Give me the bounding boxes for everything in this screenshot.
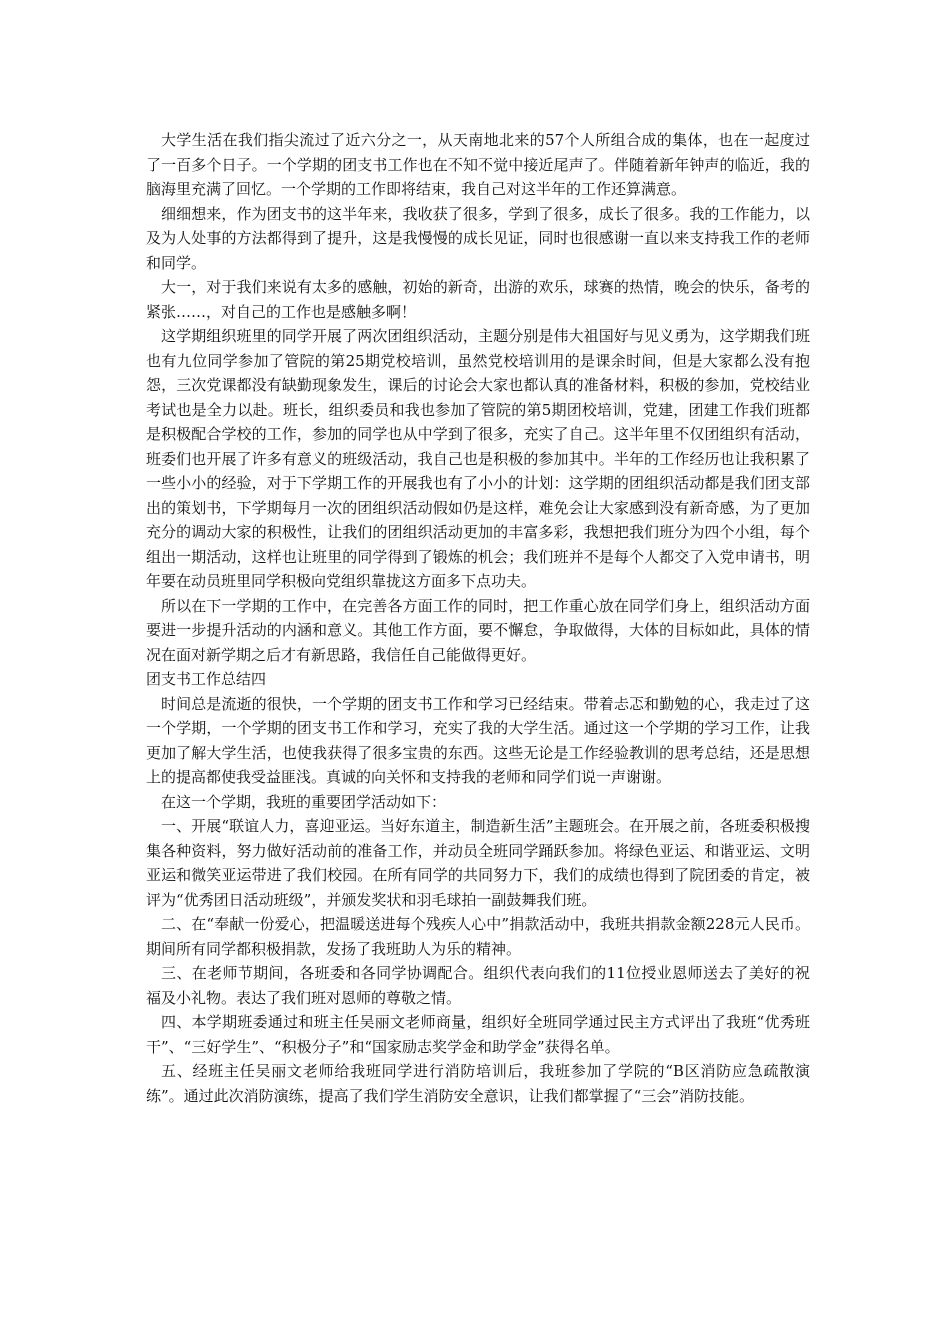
list-item-1: 一、开展“联谊人力，喜迎亚运。当好东道主，制造新生活”主题班会。在开展之前，各班委积极搜集各种资料，努力做好活动前的准备工作，并动员全班同学踊跃参加。将绿色亚运、和谐亚运、文明亚运和微笑亚运带进了我们校园。在所有同学的共同努力下，我们的成绩也得到了院团委的肯定，被评为“优秀团日活动班级”，并颁发奖状和羽毛球拍一副鼓舞我们班。 [146,817,810,909]
list-item-4: 四、本学期班委通过和班主任吴丽文老师商量，组织好全班同学通过民主方式评出了我班“优秀班干”、“三好学生”、“积极分子”和“国家励志奖学金和助学金”获得名单。 [146,1013,810,1056]
document-body [146,128,810,1108]
paragraph-summary-four-intro: 时间总是流逝的很快，一个学期的团支书工作和学习已经结束。带着忐忑和勤勉的心，我走过了这一个学期，一个学期的团支书工作和学习，充实了我的大学生活。通过这一个学期的学习工作，让我更加了解大学生活，也使我获得了很多宝贵的东西。这些无论是工作经验教训的思考总结，还是思想上的提高都使我受益匪浅。真诚的向关怀和支持我的老师和同学们说一声谢谢。 [146,694,810,786]
list-item-5: 五、经班主任吴丽文老师给我班同学进行消防培训后，我班参加了学院的“B区消防应急疏散演练”。通过此次消防演练，提高了我们学生消防安全意识，让我们都掌握了“三会”消防技能。 [146,1062,810,1105]
paragraph-activity-list-intro: 在这一个学期，我班的重要团学活动如下： [161,792,447,811]
paragraph-reflection: 细细想来，作为团支书的这半年来，我收获了很多，学到了很多，成长了很多。我的工作能力，以及为人处事的方法都得到了提升，这是我慢慢的成长见证，同时也很感谢一直以来支持我工作的老师和同学。 [146,204,810,272]
paragraph-intro: 大学生活在我们指尖流过了近六分之一，从天南地北来的57个人所组合成的集体，也在一起度过了一百多个日子。一个学期的团支书工作也在不知不觉中接近尾声了。伴随着新年钟声的临近，我的脑海里充满了回忆。一个学期的工作即将结束，我自己对这半年的工作还算满意。 [146,131,810,198]
list-item-2: 二、在“奉献一份爱心，把温暖送进每个残疾人心中”捐款活动中，我班共捐款金额228元人民币。期间所有同学都积极捐款，发扬了我班助人为乐的精神。 [146,915,810,958]
section-heading: 团支书工作总结四 [146,670,267,688]
paragraph-freshman-feelings: 大一，对于我们来说有太多的感触，初始的新奇，出游的欢乐，球赛的热情，晚会的快乐，备考的紧张……，对自己的工作也是感触多啊！ [146,278,810,321]
list-item-3: 三、在老师节期间，各班委和各同学协调配合。组织代表向我们的11位授业恩师送去了美好的祝福及小礼物。表达了我们班对恩师的尊敬之情。 [146,964,810,1007]
paragraph-activities: 这学期组织班里的同学开展了两次团组织活动，主题分别是伟大祖国好与见义勇为，这学期我们班也有九位同学参加了管院的第25期党校培训，虽然党校培训用的是课余时间，但是大家都么没有抱怨，三次党课都没有缺勤现象发生，课后的讨论会大家也都认真的准备材料，积极的参加，党校结业考试也是全力以赴。班长，组织委员和我也参加了管院的第5期团校培训，党建，团建工作我们班都是积极配合学校的工作，参加的同学也从中学到了很多，充实了自己。这半年里不仅团组织有活动，班委们也开展了许多有意义的班级活动，我自己也是积极的参加其中。半年的工作经历也让我积累了一些小小的经验，对于下学期工作的开展我也有了小小的计划：这学期的团组织活动都是我们团支部出的策划书，下学期每月一次的团组织活动假如仍是这样，难免会让大家感到没有新奇感，为了更加充分的调动大家的积极性，让我们的团组织活动更加的丰富多彩，我想把我们班分为四个小组，每个组出一期活动，这样也让班里的同学得到了锻炼的机会；我们班并不是每个人都交了入党申请书，明年要在动员班里同学积极向党组织靠拢这方面多下点功夫。 [146,327,810,590]
paragraph-next-term-plan: 所以在下一学期的工作中，在完善各方面工作的同时，把工作重心放在同学们身上，组织活动方面要进一步提升活动的内涵和意义。其他工作方面，要不懈怠，争取做得，大体的目标如此，具体的情况在面对新学期之后才有新思路，我信任自己能做得更好。 [146,596,810,664]
